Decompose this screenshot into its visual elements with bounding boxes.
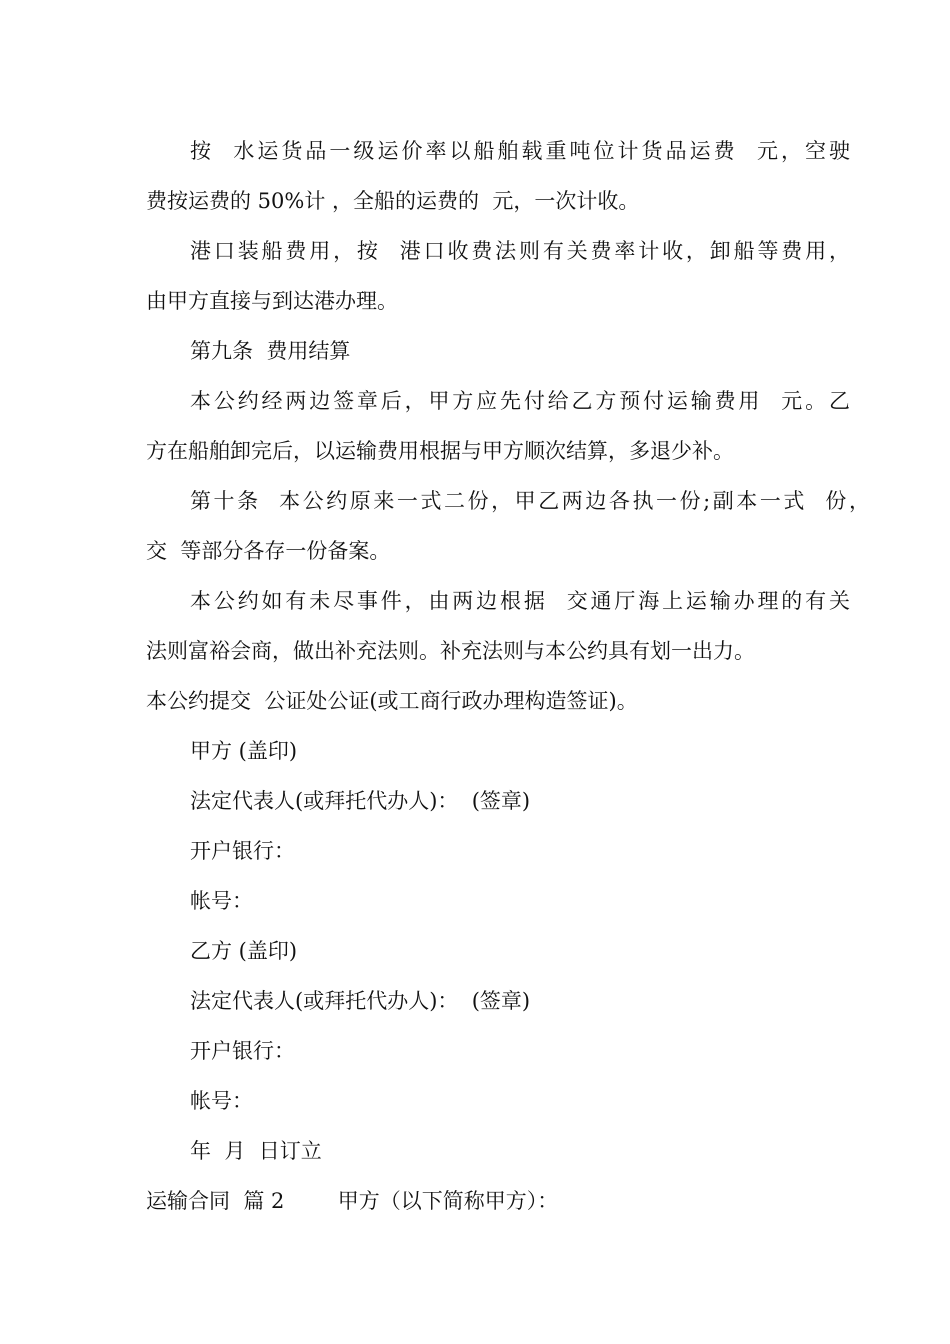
text-line-7: 方在船舶卸完后，以运输费用根据与甲方顺次结算，多退少补。: [146, 439, 734, 463]
party-a-bank: 开户银行：: [190, 839, 295, 863]
party-a-seal: 甲方 (盖印): [190, 739, 298, 763]
party-b-seal: 乙方 (盖印): [190, 939, 298, 963]
text-line-2: 费按运费的 50%计 ，全船的运费的 元，一次计收。: [146, 189, 640, 213]
text-line-6: 本公约经两边签章后，甲方应先付给乙方预付运输费用 元。乙: [190, 389, 850, 413]
party-a-representative: 法定代表人(或拜托代办人)： (签章): [190, 789, 531, 813]
text-line-12: 本公约提交 公证处公证(或工商行政办理构造签证)。: [146, 689, 638, 713]
party-a-account: 帐号：: [190, 889, 253, 913]
signing-date: 年 月 日订立: [190, 1139, 322, 1163]
text-line-11: 法则富裕会商，做出补充法则。补充法则与本公约具有划一出力。: [146, 639, 755, 663]
party-b-representative: 法定代表人(或拜托代办人)： (签章): [190, 989, 531, 1013]
text-line-1: 按 水运货品一级运价率以船舶载重吨位计货品运费 元，空驶: [190, 139, 850, 163]
text-line-10: 本公约如有未尽事件，由两边根据 交通厅海上运输办理的有关: [190, 589, 850, 613]
contract-2-heading: 运输合同 篇 2 甲方（以下简称甲方）：: [146, 1189, 559, 1213]
text-line-9: 交 等部分各存一份备案。: [146, 539, 391, 563]
party-b-account: 帐号：: [190, 1089, 253, 1113]
section-heading-article-9: 第九条 费用结算: [190, 339, 351, 363]
text-line-4: 由甲方直接与到达港办理。: [146, 289, 398, 313]
text-line-3: 港口装船费用，按 港口收费法则有关费率计收，卸船等费用，: [190, 239, 850, 263]
party-b-bank: 开户银行：: [190, 1039, 295, 1063]
section-heading-article-10: 第十条 本公约原来一式二份，甲乙两边各执一份;副本一式 份，: [190, 489, 870, 513]
